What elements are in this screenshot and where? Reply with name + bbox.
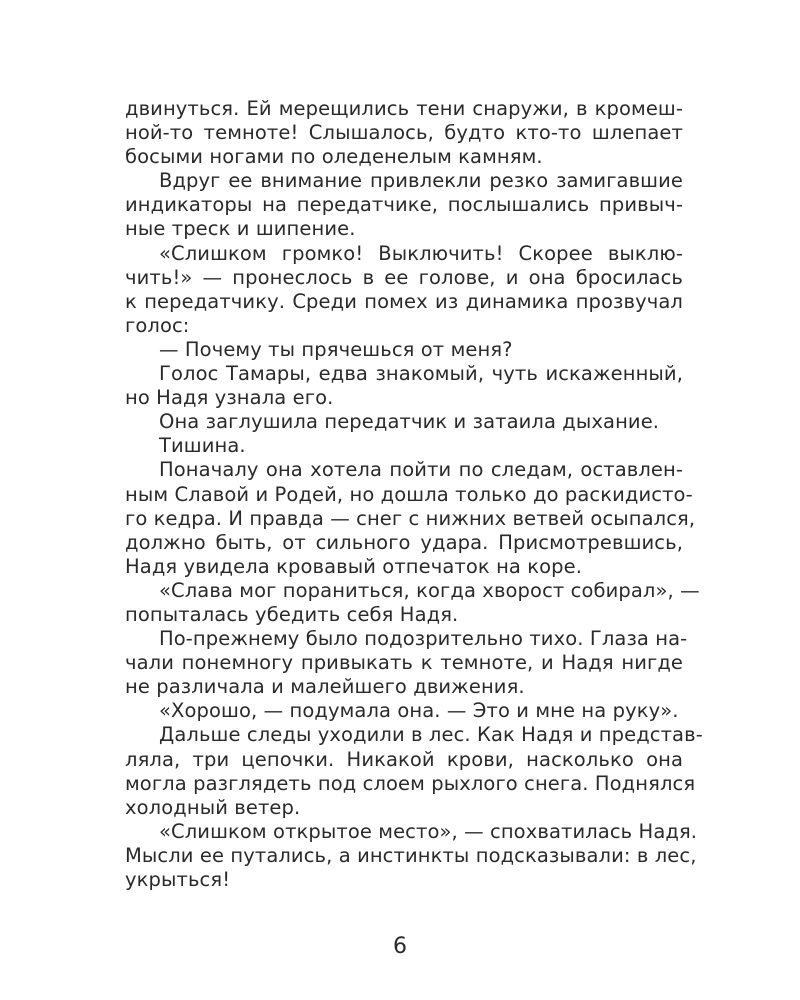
- text-line: — Почему ты прячешься от меня?: [159, 337, 513, 361]
- text-line: ным Славой и Родей, но дошла только до раскидисто-: [125, 482, 693, 506]
- text-line: должно быть, от сильного удара. Присмотревшись,: [125, 530, 683, 554]
- text-line: Поначалу она хотела пойти по следам, оставлен-: [159, 458, 683, 482]
- text-line: голос:: [125, 313, 190, 337]
- text-line: к передатчику. Среди помех из динамика прозвучал: [125, 289, 683, 313]
- text-line: попыталась убедить себя Надя.: [125, 602, 459, 626]
- text-line: Вдруг ее внимание привлекли резко замигавшие: [159, 169, 683, 193]
- text-line: но Надя узнала его.: [125, 386, 334, 410]
- text-line: «Слишком громко! Выключить! Скорее выклю-: [159, 241, 683, 265]
- text-line: укрыться!: [125, 868, 231, 891]
- text-line: холодный ветер.: [125, 795, 301, 819]
- text-line: ной-то темноте! Слышалось, будто кто-то шлепает: [125, 121, 683, 145]
- text-line: индикаторы на передатчике, послышались привыч-: [125, 193, 683, 217]
- text-line: не различала и малейшего движения.: [125, 675, 525, 699]
- text-line: Она заглушила передатчик и затаила дыхание.: [159, 410, 660, 434]
- text-line: Голос Тамары, едва знакомый, чуть искаженный,: [159, 362, 683, 386]
- page-number: 6: [393, 934, 407, 959]
- text-line: ляла, три цепочки. Никакой крови, насколько она: [125, 747, 683, 771]
- text-line: Дальше следы уходили в лес. Как Надя и представ-: [159, 723, 703, 747]
- text-line: чить!» — пронеслось в ее голове, и она бросилась: [125, 265, 683, 289]
- text-line: Надя увидела кровавый отпечаток на коре.: [125, 554, 583, 578]
- text-line: «Хорошо, — подумала она. — Это и мне на руку».: [159, 699, 679, 723]
- text-line: По-прежнему было подозрительно тихо. Глаза на-: [159, 627, 688, 651]
- text-line: «Слава мог пораниться, когда хворост собирал», —: [159, 578, 700, 602]
- text-line: го кедра. И правда — снег с нижних ветвей осыпался,: [125, 506, 696, 530]
- text-line: чали понемногу привыкать к темноте, и Надя нигде: [125, 651, 683, 675]
- text-line: двинуться. Ей мерещились тени снаружи, в кромеш-: [125, 97, 683, 120]
- text-line: могла разглядеть под слоем рыхлого снега. Поднялся: [125, 771, 696, 795]
- text-line: Тишина.: [159, 434, 246, 458]
- page-body-text: [125, 97, 703, 892]
- text-line: ные треск и шипение.: [125, 217, 356, 241]
- text-line: Мысли ее путались, а инстинкты подсказывали: в лес,: [125, 843, 697, 867]
- text-line: босыми ногами по оледенелым камням.: [125, 145, 543, 169]
- text-line: «Слишком открытое место», — спохватилась Надя.: [159, 819, 698, 843]
